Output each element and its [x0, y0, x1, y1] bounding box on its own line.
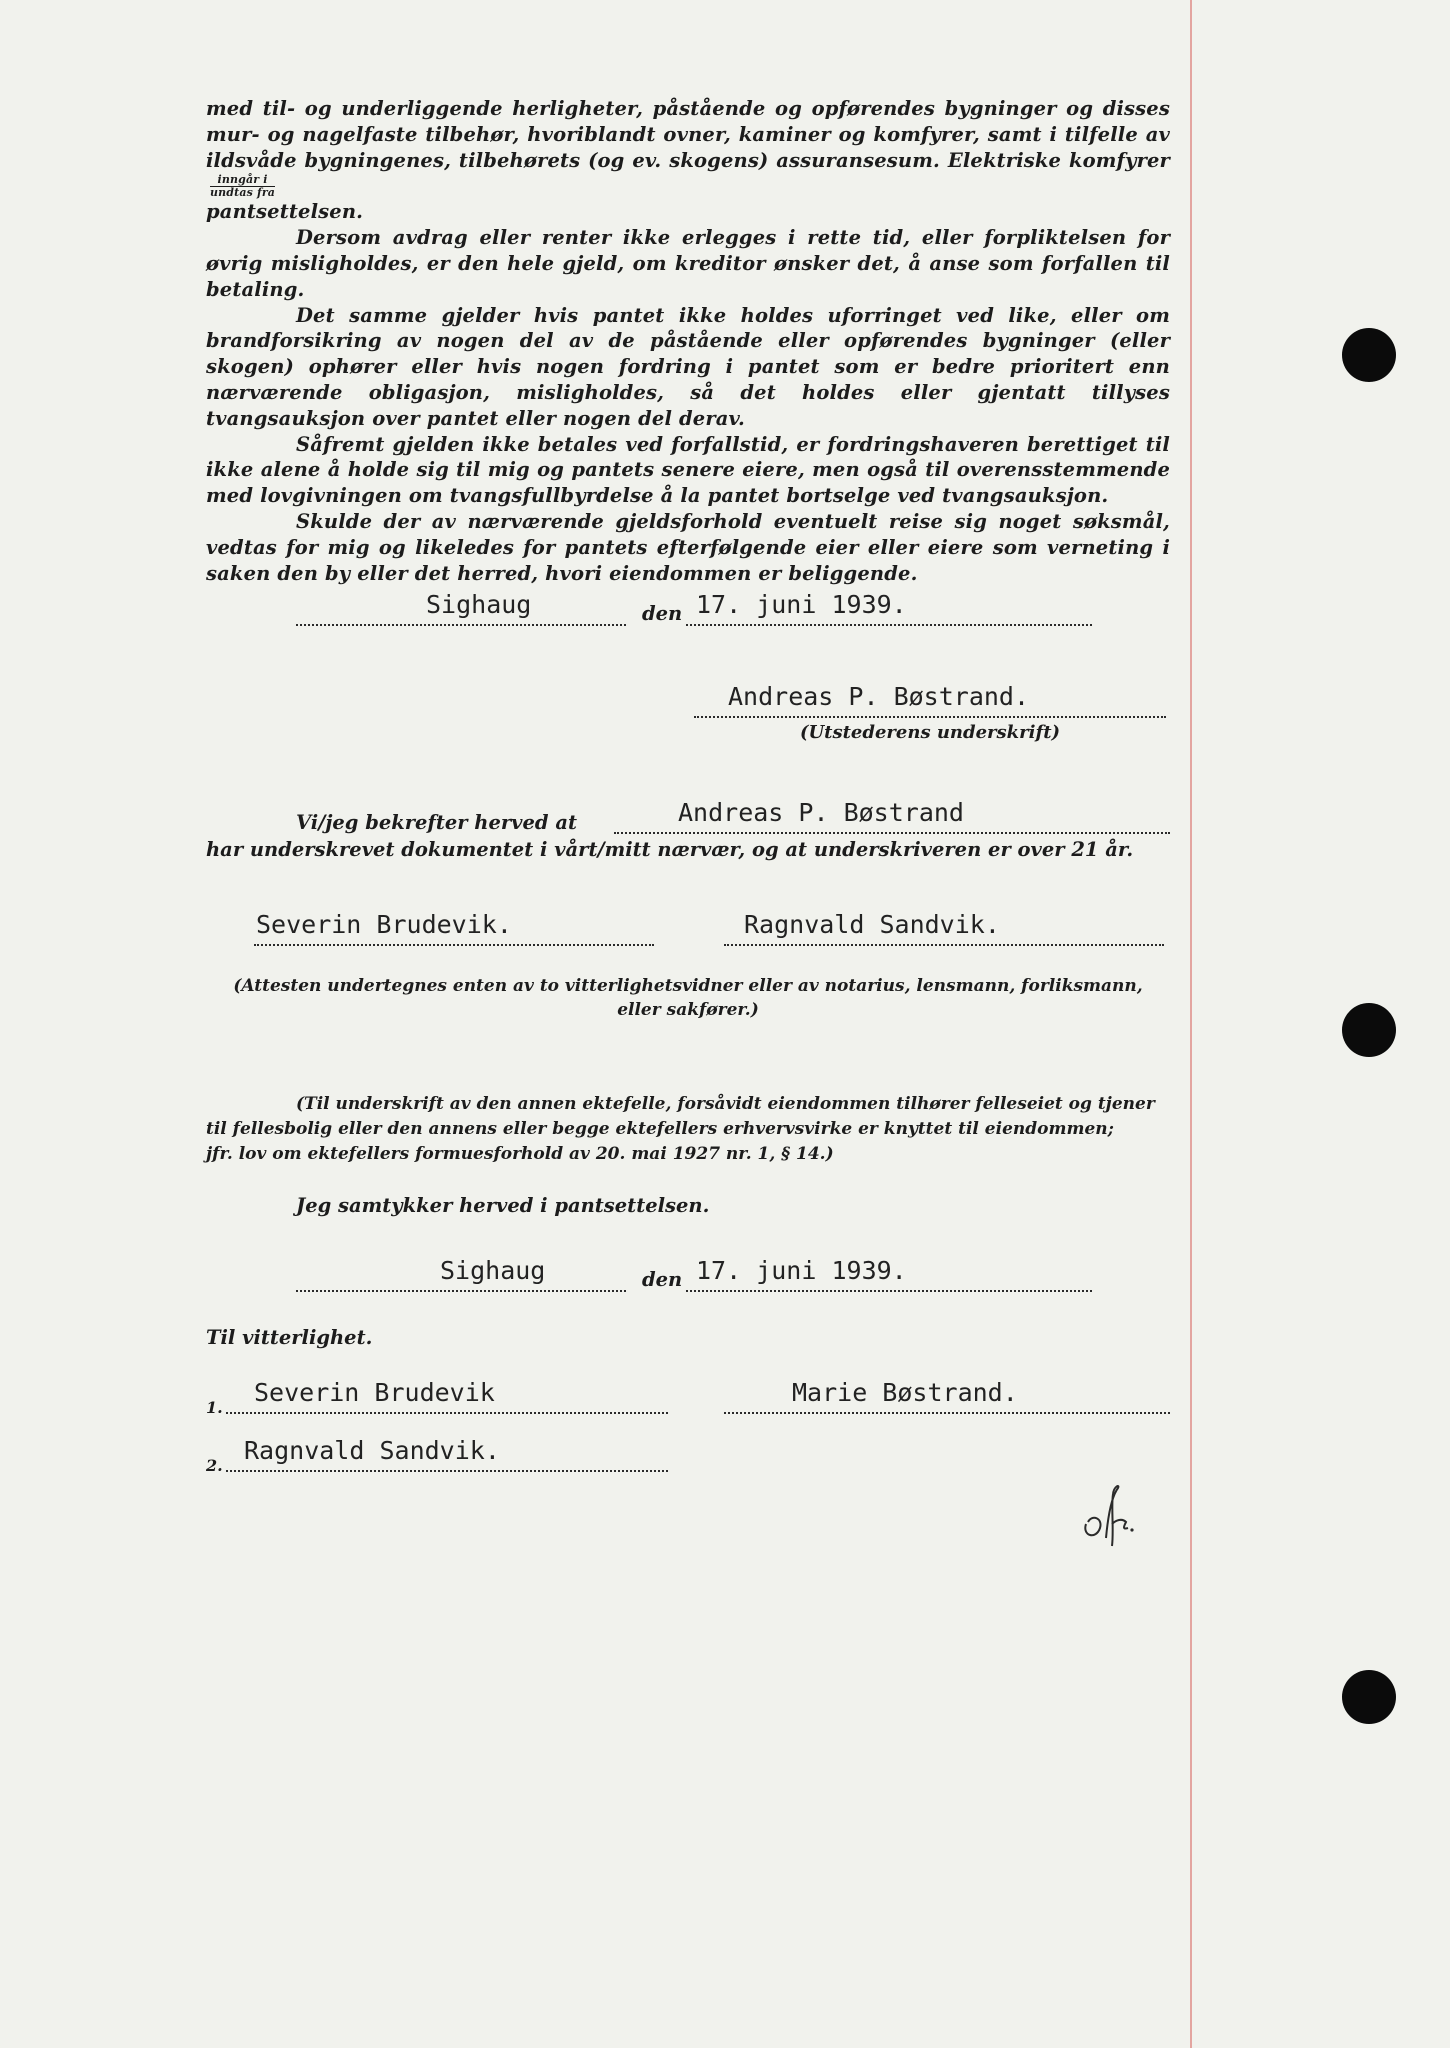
- witness-number-1: 1.: [206, 1398, 223, 1417]
- date-line-2: [686, 1290, 1092, 1292]
- punch-hole-bottom: [1342, 1670, 1396, 1724]
- witness-section-line-1: [226, 1412, 668, 1414]
- place-line-2: [296, 1290, 626, 1292]
- confirmation-line-2: har underskrevet dokumentet i vårt/mitt nærvær, og at underskriveren er over 21 år.: [206, 838, 1134, 861]
- legal-text: [206, 96, 1170, 586]
- date-2: 17. juni 1939.: [696, 1256, 907, 1285]
- paragraph-5: Skulde der av nærværende gjeldsforhold eventuelt reise sig noget søksmål, vedtas for mig og likeledes for pantets efterfølgende eier eller eiere som verneting i saken den by eller det herred, hvori eiendommen er beliggende.: [206, 509, 1170, 585]
- issuer-signature: Andreas P. Bøstrand.: [728, 682, 1030, 711]
- paragraph-1-tail: pantsettelsen.: [206, 200, 364, 224]
- paragraph-1-text: med til- og underliggende herligheter, påstående og opførendes bygninger og disses mur- og nagelfaste tilbehør, hvoriblandt ovner, kaminer og komfyrer, samt i tilfelle av ildsvåde bygningenes, tilbehørets (og ev. skogens) assuransesum. Elektriske komfyrer: [206, 97, 1170, 172]
- confirmation-lead: Vi/jeg bekrefter herved at: [296, 811, 577, 834]
- confirmation-name-line: [614, 832, 1170, 834]
- den-2: den: [642, 1268, 683, 1291]
- spouse-note-line-3: jfr. lov om ektefellers formuesforhold av 20. mai 1927 nr. 1, § 14.): [206, 1144, 834, 1164]
- paragraph-3: Det samme gjelder hvis pantet ikke holdes uforringet ved like, eller om brandforsikring av nogen del av de påstående eller opførendes bygninger (eller skogen) ophører eller hvis nogen fordring i pantet som er bedre prioritert enn nærværende obligasjon, misligholdes, så det holdes eller gjentatt tillyses tvangsauksjon over pantet eller nogen del derav.: [206, 303, 1170, 430]
- handwritten-initials-mark: [1078, 1480, 1158, 1550]
- witness-1-signature: Severin Brudevik.: [256, 910, 512, 939]
- place-1: Sighaug: [426, 590, 532, 619]
- date-line-1: [686, 624, 1092, 626]
- punch-hole-top: [1342, 328, 1396, 382]
- red-margin-line: [1190, 0, 1192, 2048]
- spouse-note-line-2: til fellesbolig eller den annens eller begge ektefellers erhvervsvirke er knyttet til eiendommen;: [206, 1119, 1114, 1139]
- fraction-bottom: undtas fra: [210, 186, 276, 200]
- fraction-top: inngår i: [210, 174, 275, 187]
- spouse-signature: Marie Bøstrand.: [792, 1378, 1018, 1407]
- paragraph-2: Dersom avdrag eller renter ikke erlegges i rette tid, eller forpliktelsen for øvrig misligholdes, er den hele gjeld, om kreditor ønsker det, å anse som forfallen til betaling.: [206, 226, 1170, 301]
- witness-1-line: [254, 944, 654, 946]
- witness-heading: Til vitterlighet.: [206, 1326, 373, 1349]
- witness-section-signature-1: Severin Brudevik: [254, 1378, 495, 1407]
- witness-number-2: 2.: [206, 1456, 223, 1475]
- spouse-signature-line: [724, 1412, 1170, 1414]
- den-1: den: [642, 602, 683, 625]
- attest-note-line-1: (Attesten undertegnes enten av to vitterlighetsvidner eller av notarius, lensmann, forliksmann,: [233, 976, 1143, 996]
- issuer-caption: (Utstederens underskrift): [799, 722, 1061, 743]
- attest-note-line-2: eller sakfører.): [617, 1000, 759, 1020]
- consent-text: Jeg samtykker herved i pantsettelsen.: [296, 1194, 710, 1217]
- issuer-signature-line: [694, 716, 1166, 718]
- place-2: Sighaug: [440, 1256, 546, 1285]
- witness-section-signature-2: Ragnvald Sandvik.: [244, 1436, 500, 1465]
- komfyrer-fraction: [210, 174, 275, 199]
- date-1: 17. juni 1939.: [696, 590, 907, 619]
- paragraph-1: [206, 96, 1170, 225]
- place-line-1: [296, 624, 626, 626]
- witness-2-signature: Ragnvald Sandvik.: [744, 910, 1000, 939]
- witness-section-line-2: [226, 1470, 668, 1472]
- confirmation-name: Andreas P. Bøstrand: [678, 798, 964, 827]
- paragraph-4: Såfremt gjelden ikke betales ved forfallstid, er fordringshaveren berettiget til ikke alene å holde sig til mig og pantets senere eiere, men også til overensstemmende med lovgivningen om tvangsfullbyrdelse å la pantet bortselge ved tvangsauksjon.: [206, 432, 1170, 508]
- witness-2-line: [724, 944, 1164, 946]
- spouse-note-line-1: (Til underskrift av den annen ektefelle, forsåvidt eiendommen tilhører felleseiet og tjener: [296, 1094, 1155, 1114]
- punch-hole-middle: [1342, 1003, 1396, 1057]
